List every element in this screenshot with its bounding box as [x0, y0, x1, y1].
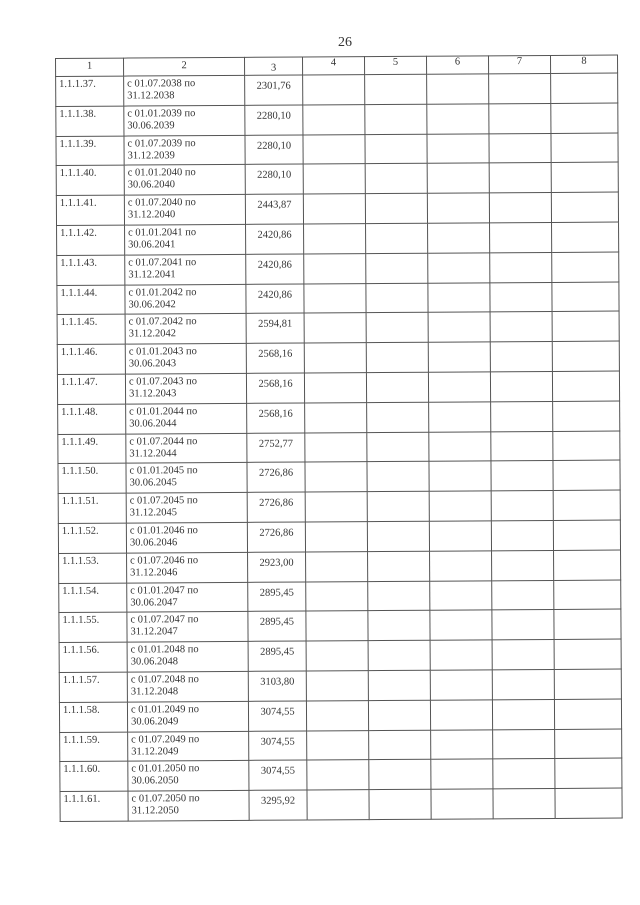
row-number: 1.1.1.56. [59, 642, 127, 672]
period-to: 31.12.2043 [129, 388, 177, 400]
empty-cell-col-4 [304, 253, 366, 283]
empty-cell-col-6 [430, 670, 492, 700]
empty-cell-col-7 [491, 520, 553, 550]
period-from: с 01.01.2042 по [128, 286, 197, 299]
empty-cell-col-4 [307, 730, 369, 760]
period-from: с 01.07.2049 по [131, 733, 200, 746]
empty-cell-col-6 [428, 253, 490, 283]
value-cell: 3103,80 [248, 671, 306, 701]
empty-cell-col-7 [493, 729, 555, 759]
empty-cell-col-8 [555, 758, 622, 788]
row-number: 1.1.1.39. [56, 136, 124, 166]
table-row [57, 341, 619, 374]
row-number: 1.1.1.47. [57, 374, 125, 404]
period-from: с 01.07.2047 по [130, 614, 199, 626]
period-to: 30.06.2047 [130, 596, 178, 609]
empty-cell-col-8 [554, 699, 621, 729]
empty-cell-col-4 [303, 75, 365, 105]
value-cell: 2752,77 [247, 433, 305, 463]
empty-cell-col-6 [427, 74, 489, 104]
empty-cell-col-5 [365, 104, 427, 134]
table-row [60, 788, 622, 821]
period-from: с 01.07.2044 по [129, 435, 198, 448]
empty-cell-col-7 [491, 401, 553, 431]
table-body [56, 73, 623, 821]
period-cell [124, 135, 245, 166]
row-number: 1.1.1.45. [57, 314, 125, 344]
table-row [59, 609, 621, 642]
period-to: 31.12.2041 [128, 269, 176, 281]
period-to: 30.06.2050 [131, 775, 179, 787]
empty-cell-col-4 [304, 343, 366, 373]
period-cell [125, 254, 246, 285]
table-row [58, 431, 620, 464]
column-header-5: 5 [364, 56, 426, 74]
value-cell: 2594,81 [246, 313, 304, 343]
period-to: 30.06.2048 [130, 656, 178, 668]
period-to: 30.06.2043 [128, 358, 177, 370]
period-to: 31.12.2046 [130, 567, 178, 579]
empty-cell-col-8 [552, 311, 619, 341]
period-cell [126, 522, 247, 553]
empty-cell-col-6 [430, 640, 492, 670]
period-cell [125, 344, 246, 375]
table-row [58, 490, 620, 523]
period-from: с 01.07.2039 по [127, 137, 196, 150]
column-header-8: 8 [550, 55, 617, 73]
empty-cell-col-8 [551, 133, 618, 163]
period-from: с 01.07.2041 по [128, 256, 197, 269]
period-cell [127, 671, 248, 702]
period-to: 30.06.2039 [127, 120, 175, 132]
empty-cell-col-6 [431, 759, 493, 789]
period-from: с 01.01.2040 по [127, 167, 196, 179]
period-cell [126, 433, 247, 464]
period-from: с 01.01.2047 по [130, 584, 199, 597]
empty-cell-col-6 [428, 223, 490, 253]
empty-cell-col-6 [429, 491, 491, 521]
empty-cell-col-5 [366, 313, 428, 343]
value-cell: 2280,10 [245, 164, 303, 194]
empty-cell-col-7 [490, 222, 552, 252]
period-cell [125, 314, 246, 345]
empty-cell-col-6 [429, 402, 491, 432]
empty-cell-col-6 [428, 372, 490, 402]
empty-cell-col-7 [490, 342, 552, 372]
column-header-4: 4 [302, 57, 364, 75]
value-cell: 3074,55 [248, 701, 306, 731]
period-to: 31.12.2049 [131, 745, 179, 758]
value-cell: 2568,16 [246, 343, 304, 373]
value-cell: 2726,86 [247, 492, 305, 522]
row-number: 1.1.1.58. [59, 702, 127, 732]
empty-cell-col-7 [490, 252, 552, 282]
empty-cell-col-7 [491, 431, 553, 461]
empty-cell-col-7 [490, 312, 552, 342]
empty-cell-col-4 [303, 194, 365, 224]
period-cell [126, 463, 247, 494]
row-number: 1.1.1.40. [56, 165, 124, 195]
empty-cell-col-5 [365, 193, 427, 223]
empty-cell-col-6 [429, 461, 491, 491]
period-cell [125, 224, 246, 255]
column-header-1: 1 [56, 58, 124, 76]
table-row [59, 550, 621, 583]
table-row [57, 282, 619, 315]
empty-cell-col-8 [551, 162, 618, 192]
empty-cell-col-4 [304, 283, 366, 313]
period-cell [128, 761, 249, 792]
empty-cell-col-5 [369, 730, 431, 760]
period-cell [126, 492, 247, 523]
empty-cell-col-7 [492, 699, 554, 729]
table-row [58, 520, 620, 553]
empty-cell-col-8 [554, 609, 621, 639]
page-number: 26 [338, 35, 352, 50]
empty-cell-col-6 [430, 610, 492, 640]
value-cell: 2895,45 [248, 611, 306, 641]
empty-cell-col-7 [492, 580, 554, 610]
row-number: 1.1.1.59. [60, 732, 128, 762]
value-cell: 3295,92 [249, 790, 307, 820]
period-from: с 01.07.2045 по [129, 495, 198, 507]
value-cell: 2568,16 [246, 373, 304, 403]
period-cell [124, 195, 245, 226]
empty-cell-col-6 [427, 163, 489, 193]
empty-cell-col-7 [491, 461, 553, 491]
empty-cell-col-8 [555, 729, 622, 759]
value-cell: 2443,87 [245, 194, 303, 224]
empty-cell-col-5 [368, 581, 430, 611]
empty-cell-col-7 [489, 193, 551, 223]
value-cell: 3074,55 [249, 731, 307, 761]
table-row [56, 192, 618, 225]
value-cell: 3074,55 [249, 760, 307, 790]
empty-cell-col-7 [489, 103, 551, 133]
period-to: 31.12.2048 [130, 686, 179, 698]
value-cell: 2568,16 [247, 403, 305, 433]
period-from: с 01.01.2045 по [129, 465, 198, 477]
table-row [60, 758, 622, 791]
empty-cell-col-4 [303, 164, 365, 194]
tariff-table [55, 55, 623, 822]
empty-cell-col-7 [492, 610, 554, 640]
row-number: 1.1.1.60. [60, 761, 128, 791]
period-cell [126, 403, 247, 434]
table-row [57, 371, 619, 404]
empty-cell-col-7 [489, 73, 551, 103]
empty-cell-col-4 [305, 462, 367, 492]
table-row [58, 460, 620, 493]
row-number: 1.1.1.44. [57, 285, 125, 315]
period-from: с 01.07.2048 по [130, 674, 199, 686]
empty-cell-col-7 [490, 371, 552, 401]
value-cell: 2895,45 [248, 582, 306, 612]
row-number: 1.1.1.49. [58, 434, 126, 464]
period-from: с 01.01.2049 по [130, 703, 200, 716]
empty-cell-col-6 [430, 700, 492, 730]
empty-cell-col-5 [368, 640, 430, 670]
period-to: 30.06.2046 [129, 537, 178, 549]
period-from: с 01.07.2050 по [131, 793, 200, 805]
empty-cell-col-6 [431, 789, 493, 819]
value-cell: 2726,86 [247, 462, 305, 492]
empty-cell-col-8 [554, 639, 621, 669]
table-row [56, 103, 618, 136]
empty-cell-col-6 [430, 551, 492, 581]
empty-cell-col-4 [305, 492, 367, 522]
value-cell: 2895,45 [248, 641, 306, 671]
empty-cell-col-5 [365, 74, 427, 104]
period-cell [127, 641, 248, 672]
table-row [56, 162, 618, 195]
value-cell: 2301,76 [245, 75, 303, 105]
empty-cell-col-4 [306, 611, 368, 641]
empty-cell-col-5 [367, 462, 429, 492]
row-number: 1.1.1.54. [59, 583, 127, 613]
row-number: 1.1.1.61. [60, 791, 128, 821]
empty-cell-col-5 [367, 402, 429, 432]
table-row [57, 311, 619, 344]
empty-cell-col-6 [430, 580, 492, 610]
empty-cell-col-7 [493, 759, 555, 789]
empty-cell-col-6 [428, 282, 490, 312]
empty-cell-col-7 [491, 491, 553, 521]
empty-cell-col-4 [307, 790, 369, 820]
empty-cell-col-5 [366, 372, 428, 402]
period-from: с 01.01.2043 по [128, 346, 197, 358]
empty-cell-col-7 [489, 163, 551, 193]
period-cell [125, 284, 246, 315]
empty-cell-col-6 [429, 431, 491, 461]
empty-cell-col-5 [366, 342, 428, 372]
empty-cell-col-8 [552, 282, 619, 312]
empty-cell-col-5 [366, 223, 428, 253]
empty-cell-col-8 [552, 222, 619, 252]
empty-cell-col-8 [551, 103, 618, 133]
empty-cell-col-5 [368, 670, 430, 700]
empty-cell-col-4 [306, 671, 368, 701]
period-to: 31.12.2050 [131, 805, 179, 817]
empty-cell-col-8 [553, 401, 620, 431]
period-cell [125, 373, 246, 404]
period-from: с 01.07.2038 по [127, 78, 196, 90]
table-row [56, 73, 618, 106]
row-number: 1.1.1.42. [57, 225, 125, 255]
empty-cell-col-4 [306, 641, 368, 671]
empty-cell-col-6 [427, 104, 489, 134]
empty-cell-col-4 [303, 104, 365, 134]
period-cell [128, 731, 249, 762]
row-number: 1.1.1.55. [59, 612, 127, 642]
table-row [59, 669, 621, 702]
empty-cell-col-5 [368, 551, 430, 581]
table-row [59, 639, 621, 672]
empty-cell-col-8 [552, 341, 619, 371]
table-row [58, 401, 620, 434]
period-from: с 01.01.2039 по [127, 107, 196, 120]
table-row [59, 699, 621, 732]
row-number: 1.1.1.41. [56, 195, 124, 225]
row-number: 1.1.1.43. [57, 255, 125, 285]
empty-cell-col-5 [368, 700, 430, 730]
empty-cell-col-5 [367, 432, 429, 462]
empty-cell-col-7 [490, 282, 552, 312]
column-header-2: 2 [124, 57, 245, 76]
empty-cell-col-5 [369, 760, 431, 790]
empty-cell-col-4 [306, 581, 368, 611]
empty-cell-col-5 [366, 253, 428, 283]
empty-cell-col-7 [492, 550, 554, 580]
row-number: 1.1.1.37. [56, 76, 124, 106]
period-to: 30.06.2042 [128, 298, 176, 311]
period-to: 31.12.2045 [129, 507, 178, 519]
empty-cell-col-8 [552, 371, 619, 401]
empty-cell-col-5 [369, 789, 431, 819]
period-to: 30.06.2044 [129, 418, 177, 430]
empty-cell-col-8 [554, 669, 621, 699]
empty-cell-col-4 [307, 760, 369, 790]
empty-cell-col-6 [427, 133, 489, 163]
value-cell: 2280,10 [245, 135, 303, 165]
period-to: 30.06.2045 [129, 477, 177, 489]
value-cell: 2923,00 [248, 552, 306, 582]
empty-cell-col-8 [555, 788, 622, 818]
empty-cell-col-7 [492, 640, 554, 670]
empty-cell-col-8 [551, 73, 618, 103]
empty-cell-col-8 [553, 431, 620, 461]
period-to: 31.12.2044 [129, 447, 177, 460]
period-from: с 01.01.2044 по [129, 405, 198, 418]
period-cell [124, 165, 245, 196]
empty-cell-col-8 [553, 520, 620, 550]
empty-cell-col-6 [429, 521, 491, 551]
empty-cell-col-5 [368, 611, 430, 641]
value-cell: 2420,86 [246, 224, 304, 254]
column-header-3: 3 [244, 57, 302, 75]
empty-cell-col-5 [365, 134, 427, 164]
empty-cell-col-7 [489, 133, 551, 163]
empty-cell-col-4 [306, 551, 368, 581]
row-number: 1.1.1.57. [59, 672, 127, 702]
empty-cell-col-8 [554, 550, 621, 580]
period-cell [124, 75, 245, 106]
empty-cell-col-8 [553, 460, 620, 490]
row-number: 1.1.1.46. [57, 344, 125, 374]
empty-cell-col-5 [367, 521, 429, 551]
period-from: с 01.07.2042 по [128, 316, 197, 328]
empty-cell-col-4 [305, 402, 367, 432]
empty-cell-col-5 [367, 491, 429, 521]
period-from: с 01.01.2041 по [128, 227, 197, 239]
value-cell: 2726,86 [247, 522, 305, 552]
period-to: 30.06.2041 [128, 239, 176, 251]
period-cell [124, 105, 245, 136]
column-header-7: 7 [488, 55, 550, 73]
empty-cell-col-6 [428, 342, 490, 372]
table-row [59, 580, 621, 613]
period-to: 31.12.2040 [127, 209, 176, 221]
empty-cell-col-8 [551, 192, 618, 222]
period-from: с 01.01.2046 по [129, 525, 198, 537]
empty-cell-col-8 [554, 580, 621, 610]
value-cell: 2420,86 [246, 254, 304, 284]
period-cell [127, 552, 248, 583]
period-to: 30.06.2049 [131, 715, 179, 728]
period-from: с 01.07.2043 по [128, 376, 198, 388]
period-to: 30.06.2040 [127, 179, 176, 191]
period-cell [127, 582, 248, 613]
empty-cell-col-4 [304, 373, 366, 403]
column-header-6: 6 [426, 56, 488, 74]
period-from: с 01.01.2050 по [131, 763, 200, 775]
empty-cell-col-7 [492, 669, 554, 699]
period-to: 31.12.2039 [127, 149, 175, 162]
period-from: с 01.07.2046 по [130, 554, 199, 567]
row-number: 1.1.1.48. [58, 404, 126, 434]
empty-cell-col-4 [305, 522, 367, 552]
empty-cell-col-5 [365, 164, 427, 194]
row-number: 1.1.1.50. [58, 463, 126, 493]
period-to: 31.12.2047 [130, 626, 178, 638]
table-row [57, 252, 619, 285]
period-to: 31.12.2038 [127, 90, 175, 102]
period-cell [127, 701, 248, 732]
period-to: 31.12.2042 [128, 328, 176, 340]
value-cell: 2280,10 [245, 105, 303, 135]
empty-cell-col-5 [366, 283, 428, 313]
period-cell [127, 612, 248, 643]
empty-cell-col-4 [304, 224, 366, 254]
table-row [60, 729, 622, 762]
empty-cell-col-8 [553, 490, 620, 520]
value-cell: 2420,86 [246, 284, 304, 314]
empty-cell-col-6 [431, 729, 493, 759]
table-row [57, 222, 619, 255]
row-number: 1.1.1.52. [58, 523, 126, 553]
empty-cell-col-4 [303, 134, 365, 164]
empty-cell-col-8 [552, 252, 619, 282]
period-cell [128, 790, 249, 821]
empty-cell-col-4 [305, 432, 367, 462]
empty-cell-col-4 [304, 313, 366, 343]
row-number: 1.1.1.53. [59, 553, 127, 583]
empty-cell-col-6 [428, 312, 490, 342]
empty-cell-col-6 [427, 193, 489, 223]
period-from: с 01.01.2048 по [130, 644, 199, 656]
period-from: с 01.07.2040 по [127, 197, 196, 209]
empty-cell-col-7 [493, 789, 555, 819]
empty-cell-col-4 [306, 700, 368, 730]
row-number: 1.1.1.51. [58, 493, 126, 523]
row-number: 1.1.1.38. [56, 106, 124, 136]
table-row [56, 133, 618, 166]
